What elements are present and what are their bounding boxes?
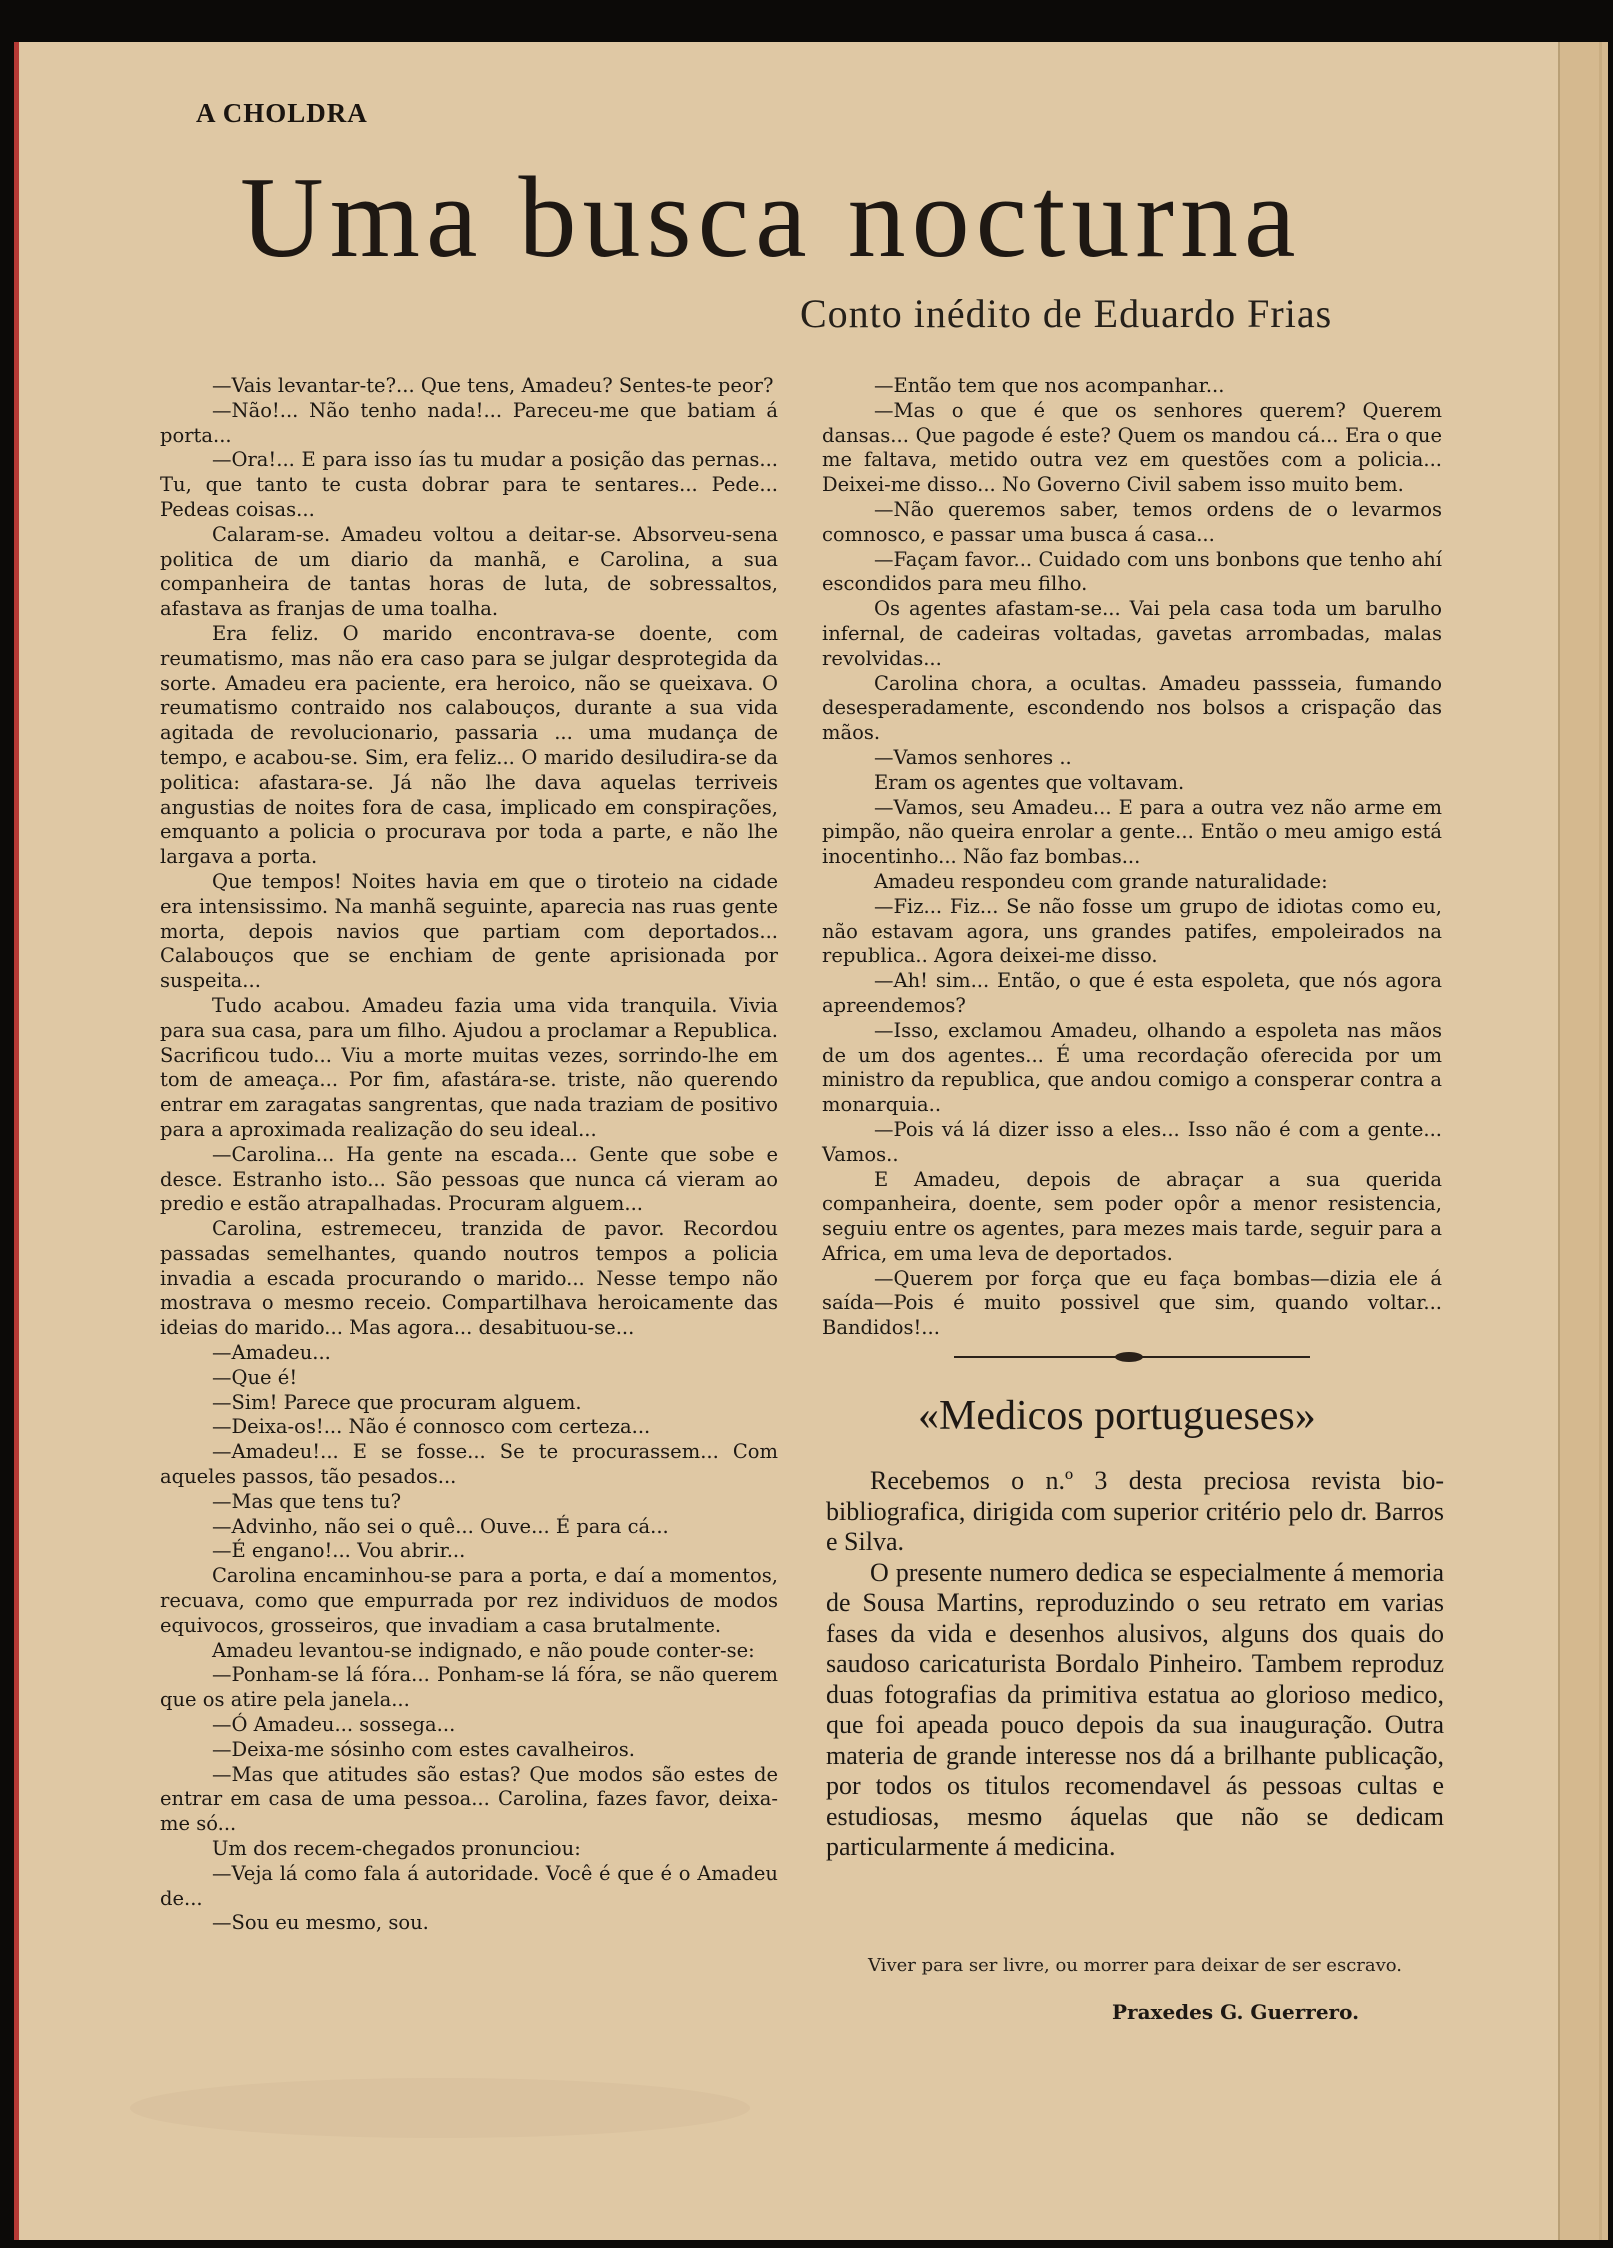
review-paragraph: O presente numero dedica se especialmente á memoria de Sousa Martins, reproduzindo o seu retrato em varias fases da vida e desenhos alusivos, alguns dos quais do saudoso caricaturista Bordalo Pinheiro. Tambem reproduz duas fotografias da primitiva estatua ao glorioso medico, que foi apeada pouco depois da sua inauguração. Outra materia de grande interesse nos dá a brilhante publicação, por todos os titulos recomendavel ás pessoas cultas e estudiosas, mesmo áquelas que não se dedicam particularmente á medicina. bbox=[826, 1557, 1444, 1861]
story-paragraph: —Mas que atitudes são estas? Que modos são estes de entrar em casa de uma pessoa... Carolina, fazes favor, deixa-me só... bbox=[160, 1762, 778, 1836]
story-paragraph: —Ponham-se lá fóra... Ponham-se lá fóra, se não querem que os atire pela janela... bbox=[160, 1663, 778, 1712]
story-column-right bbox=[822, 374, 1442, 1341]
story-paragraph: —Deixa-me sósinho com estes cavalheiros. bbox=[212, 1737, 635, 1761]
story-paragraph: Amadeu respondeu com grande naturalidade: bbox=[874, 869, 1328, 893]
story-paragraph: Era feliz. O marido encontrava-se doente, com reumatismo, mas não era caso para se julgar desprotegida da sorte. Amadeu era paciente, era heroico, não se queixava. O reumatismo contraido nos calabouços, durante a sua vida agitada de revolucionario, passaria ... uma mudança de tempo, e acabou-se. Sim, era feliz... O marido desiludira-se da politica: afastara-se. Já não lhe dava aquelas terriveis angustias de noites fora de casa, implicado em conspirações, emquanto a policia o procurava por toda a parte, e não lhe largava a porta. bbox=[160, 621, 778, 869]
story-paragraph: Tudo acabou. Amadeu fazia uma vida tranquila. Vivia para sua casa, para um filho. Ajudou a proclamar a Republica. Sacrificou tudo... Viu a morte muitas vezes, sorrindo-lhe em tom de ameaça... Por fim, afastára-se. triste, não querendo entrar em zaragatas sangrentas, que nada traziam de positivo para a aproximada realização do seu ideal... bbox=[160, 993, 778, 1141]
story-paragraph: Carolina, estremeceu, tranzida de pavor. Recordou passadas semelhantes, quando noutros tempos a policia invadia a escada procurando o marido... Nesse tempo não mostrava o mesmo receio. Compartilhava heroicamente das ideias do marido... Mas agora... desabituou-se... bbox=[160, 1217, 778, 1340]
review-title: «Medicos portugueses» bbox=[918, 1393, 1316, 1439]
story-paragraph: —Amadeu!... E se fosse... Se te procurassem... Com aqueles passos, tão pesados... bbox=[160, 1440, 778, 1489]
paper-stain bbox=[130, 2078, 750, 2138]
story-paragraph: —Amadeu... bbox=[212, 1341, 331, 1365]
byline: Conto inédito de Eduardo Frias bbox=[800, 291, 1333, 336]
story-paragraph: —Não queremos saber, temos ordens de o levarmos comnosco, e passar uma busca á casa... bbox=[822, 497, 1442, 546]
story-paragraph: Eram os agentes que voltavam. bbox=[874, 770, 1185, 794]
review-paragraph: Recebemos o n.º 3 desta preciosa revista bio-bibliografica, dirigida com superior critério pelo dr. Barros e Silva. bbox=[826, 1466, 1444, 1556]
story-paragraph: —Isso, exclamou Amadeu, olhando a espoleta nas mãos de um dos agentes... É uma recordação oferecida por um ministro da republica, que andou comigo a consperar contra a monarquia.. bbox=[822, 1018, 1442, 1117]
story-paragraph: —Querem por força que eu faça bombas—dizia ele á saída—Pois é muito possivel que sim, quando voltar... Bandidos!... bbox=[822, 1266, 1442, 1340]
story-paragraph: Carolina encaminhou-se para a porta, e daí a momentos, recuava, como que empurrada por rez individuos de modos equivocos, grosseiros, que invadiam a casa brutalmente. bbox=[160, 1564, 778, 1637]
page-edge-line bbox=[1599, 42, 1602, 2240]
story-paragraph: —Advinho, não sei o quê... Ouve... É para cá... bbox=[212, 1514, 669, 1538]
story-paragraph: Que tempos! Noites havia em que o tiroteio na cidade era intensissimo. Na manhã seguinte, aparecia nas ruas gente morta, depois navios que partiam com deportados... Calabouços que se enchiam de gente aprisionada por suspeita... bbox=[160, 869, 778, 993]
quote-author: Praxedes G. Guerrero. bbox=[1112, 2000, 1360, 2024]
story-paragraph: —Não!... Não tenho nada!... Pareceu-me que batiam á porta... bbox=[160, 398, 778, 447]
story-paragraph: —Façam favor... Cuidado com uns bonbons que tenho ahí escondidos para meu filho. bbox=[822, 547, 1442, 596]
story-paragraph: —Ah! sim... Então, o que é esta espoleta, que nós agora apreendemos? bbox=[822, 969, 1442, 1017]
story-paragraph: —Pois vá lá dizer isso a eles... Isso não é com a gente... Vamos.. bbox=[822, 1117, 1442, 1166]
story-paragraph: —Vais levantar-te?... Que tens, Amadeu? Sentes-te peor? bbox=[212, 374, 774, 397]
story-paragraph: Amadeu levantou-se indignado, e não poude conter-se: bbox=[212, 1638, 755, 1662]
story-paragraph: —Veja lá como fala á autoridade. Você é que é o Amadeu de... bbox=[160, 1861, 778, 1910]
story-paragraph: —Sou eu mesmo, sou. bbox=[212, 1911, 429, 1935]
story-paragraph: —Mas que tens tu? bbox=[212, 1489, 402, 1513]
closing-quote: Viver para ser livre, ou morrer para deixar de ser escravo. bbox=[868, 1955, 1403, 1976]
review-article bbox=[826, 1466, 1444, 1863]
story-paragraph: —Deixa-os!... Não é connosco com certeza... bbox=[212, 1415, 651, 1439]
story-paragraph: E Amadeu, depois de abraçar a sua querida companheira, doente, sem poder opôr a menor resistencia, seguiu entre os agentes, para mezes mais tarde, seguir para a Africa, em uma leva de deportados. bbox=[822, 1167, 1442, 1265]
headline: Uma busca nocturna bbox=[240, 154, 1302, 282]
masthead: A CHOLDRA bbox=[196, 98, 368, 128]
story-paragraph: —É engano!... Vou abrir... bbox=[212, 1539, 466, 1563]
story-paragraph: —Vamos, seu Amadeu... E para a outra vez não arme em pimpão, não queira enrolar a gente... Então o meu amigo está inocentinho... Não faz bombas... bbox=[822, 795, 1442, 869]
story-paragraph: —Ora!... E para isso ías tu mudar a posição das pernas... Tu, que tanto te custa dobrar para te sentares... Pede... Pedeas coisas... bbox=[160, 448, 778, 521]
divider-ornament bbox=[1115, 1352, 1143, 1362]
story-paragraph: —Que é! bbox=[212, 1365, 298, 1389]
story-column-left bbox=[160, 374, 778, 1936]
story-paragraph: —Fiz... Fiz... Se não fosse um grupo de idiotas como eu, não estavam agora, uns grandes patifes, empoleirados na republica.. Agora deixei-me disso. bbox=[822, 894, 1442, 968]
story-paragraph: Calaram-se. Amadeu voltou a deitar-se. Absorveu-sena politica de um diario da manhã, e Carolina, a sua companheira de tantas horas de luta, de sobressaltos, afastava as franjas de uma toalha. bbox=[160, 522, 778, 621]
story-paragraph: —Carolina... Ha gente na escada... Gente que sobe e desce. Estranho isto... São pessoas que nunca cá vieram ao predio e estão atrapalhadas. Procuram alguem... bbox=[160, 1142, 778, 1216]
story-paragraph: Os agentes afastam-se... Vai pela casa toda um barulho infernal, de cadeiras voltadas, gavetas arrombadas, malas revolvidas... bbox=[822, 597, 1442, 670]
story-paragraph: —Então tem que nos acompanhar... bbox=[874, 374, 1225, 397]
story-paragraph: Carolina chora, a ocultas. Amadeu passseia, fumando desesperadamente, escondendo nos bolsos a crispação das mãos. bbox=[822, 671, 1442, 745]
story-paragraph: —Ó Amadeu... sossega... bbox=[212, 1713, 456, 1737]
story-paragraph: —Sim! Parece que procuram alguem. bbox=[212, 1390, 582, 1414]
story-paragraph: —Vamos senhores .. bbox=[874, 745, 1072, 769]
story-paragraph: Um dos recem-chegados pronunciou: bbox=[212, 1837, 581, 1861]
story-paragraph: —Mas o que é que os senhores querem? Querem dansas... Que pagode é este? Quem os mandou cá... Era o que me faltava, metido outra vez em questões com a policia... Deixei-me disso... No Governo Civil sabem isso muito bem. bbox=[822, 398, 1442, 497]
